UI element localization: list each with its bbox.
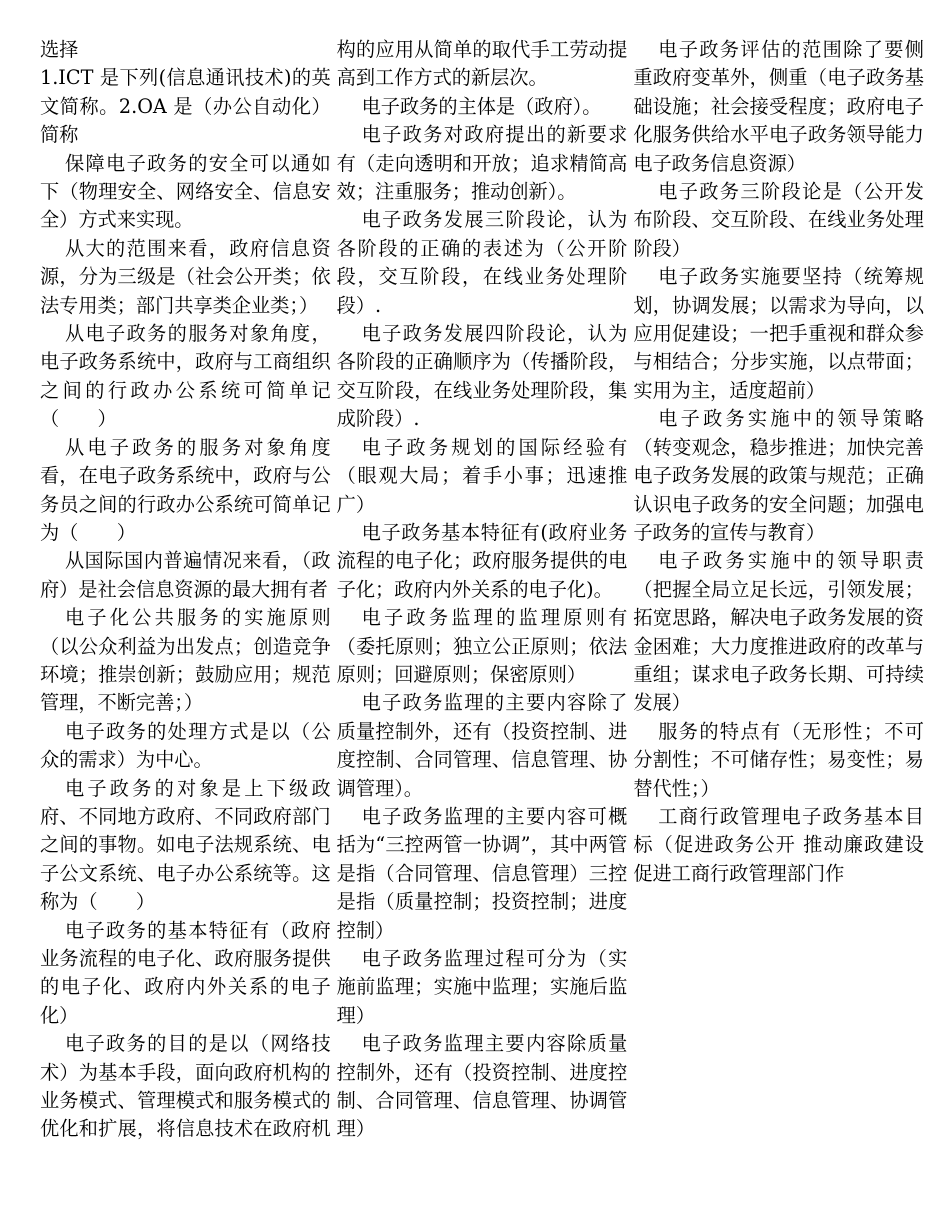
paragraph: 电子政务监理过程可分为（实施前监理；实施中监理；实施后监理）: [336, 947, 628, 1027]
paragraph: 保障电子政务的安全可以通如下（物理安全、网络安全、信息安全）方式来实现。: [40, 151, 331, 232]
paragraph: 电子政务发展四阶段论，认为各阶段的正确顺序为（传播阶段，交互阶段，在线业务处理阶段，集成阶段）.: [336, 322, 628, 431]
paragraph: 工商行政管理电子政务基本目标（促进政务公开 推动廉政建设 促进工商行政管理部门作: [633, 804, 924, 885]
paragraph: 电子政务监理的主要内容除了质量控制外，还有（投资控制、进度控制、合同管理、信息管理、协调管理）。: [336, 691, 628, 800]
paragraph: 服务的特点有（无形性；不可分割性；不可储存性；易变性；易替代性；）: [633, 719, 924, 800]
paragraph: 电子政务的主体是（政府）。: [361, 94, 602, 118]
paragraph: 电子政务的对象是上下级政府、不同地方政府、不同政府部门之间的事物。如电子法规系统、电子公文系统、电子办公系统等。这称为（ ）: [40, 776, 331, 914]
paragraph: 从大的范围来看，政府信息资源，分为三级是（社会公开类；依法专用类；部门共享类企业类；）: [40, 236, 331, 317]
paragraph: 电子政务三阶段论是（公开发布阶段、交互阶段、在线业务处理阶段）: [633, 180, 924, 260]
paragraph: 从电子政务的服务对象角度看，在电子政务系统中，政府与公务员之间的行政办公系统可简单记为（ ）: [40, 435, 331, 544]
paragraph: 电子政务规划的国际经验有（眼观大局；着手小事；迅速推广）: [336, 435, 628, 516]
paragraph: 电子政务实施中的领导策略（转变观念，稳步推进；加快完善电子政务发展的政策与规范；正确认识电子政务的安全问题；加强电子政务的宣传与教育）: [633, 407, 924, 544]
paragraph-list: [40, 36, 924, 1160]
paragraph: 电子政务的目的是以（网络技术）为基本手段，面向政府机构的业务模式、管理模式和服务模式的优化和扩展，将信息技术在政府机构的应用从简单的取代手工劳动提高到工作方式的新层次。: [40, 38, 628, 1141]
paragraph: 电子政务监理主要内容除质量控制外，还有（投资控制、进度控制、合同管理、信息管理、协调管理）: [336, 1032, 628, 1141]
paragraph: 电子政务监理的主要内容可概括为“三控两管一协调”，其中两管是指（合同管理、信息管理）三控是指（质量控制；投资控制；进度控制）: [336, 804, 628, 942]
document-body: [40, 36, 924, 1160]
paragraph: 1.ICT 是下列(信息通讯技术)的英文简称。2.OA 是（办公自动化）简称: [40, 66, 331, 147]
paragraph: 电子政务的处理方式是以（公众的需求）为中心。: [40, 719, 331, 772]
paragraph: 电子政务监理的监理原则有（委托原则；独立公正原则；依法原则；回避原则；保密原则）: [336, 606, 628, 686]
paragraph: 电子政务对政府提出的新要求有（走向透明和开放；追求精简高效；注重服务；推动创新）。: [336, 123, 628, 204]
paragraph: 从国际国内普遍情况来看，（政府）是社会信息资源的最大拥有者: [40, 549, 331, 601]
paragraph: 电子政务基本特征有(政府业务流程的电子化；政府服务提供的电子化；政府内外关系的电子化)。: [336, 520, 628, 601]
paragraph: 电子政务实施要坚持（统筹规划，协调发展；以需求为导向，以应用促建设；一把手重视和群众参与相结合；分步实施，以点带面；实用为主，适度超前）: [633, 265, 924, 402]
paragraph: 电子政务的基本特征有（政府业务流程的电子化、政府服务提供的电子化、政府内外关系的电子化）: [40, 918, 331, 1027]
paragraph: 电子政务评估的范围除了要侧重政府变革外，侧重（电子政务基础设施；社会接受程度；政府电子化服务供给水平电子政务领导能力 电子政务信息资源）: [633, 38, 924, 175]
paragraph: 电子政务实施中的领导职责（把握全局立足长远，引领发展；拓宽思路，解决电子政务发展的资金困难；大力度推进政府的改革与重组；谋求电子政务长期、可持续发展）: [633, 549, 924, 715]
paragraph: 从电子政务的服务对象角度，电子政务系统中，政府与工商组织之间的行政办公系统可简单记（ ）: [40, 322, 331, 431]
paragraph: 电子化公共服务的实施原则（以公众利益为出发点；创造竞争环境；推崇创新；鼓励应用；规范管理，不断完善；）: [40, 606, 331, 715]
document-heading: 选择: [40, 38, 79, 61]
paragraph: 电子政务发展三阶段论，认为各阶段的正确的表述为（公开阶段，交互阶段，在线业务处理阶段）.: [336, 208, 628, 317]
